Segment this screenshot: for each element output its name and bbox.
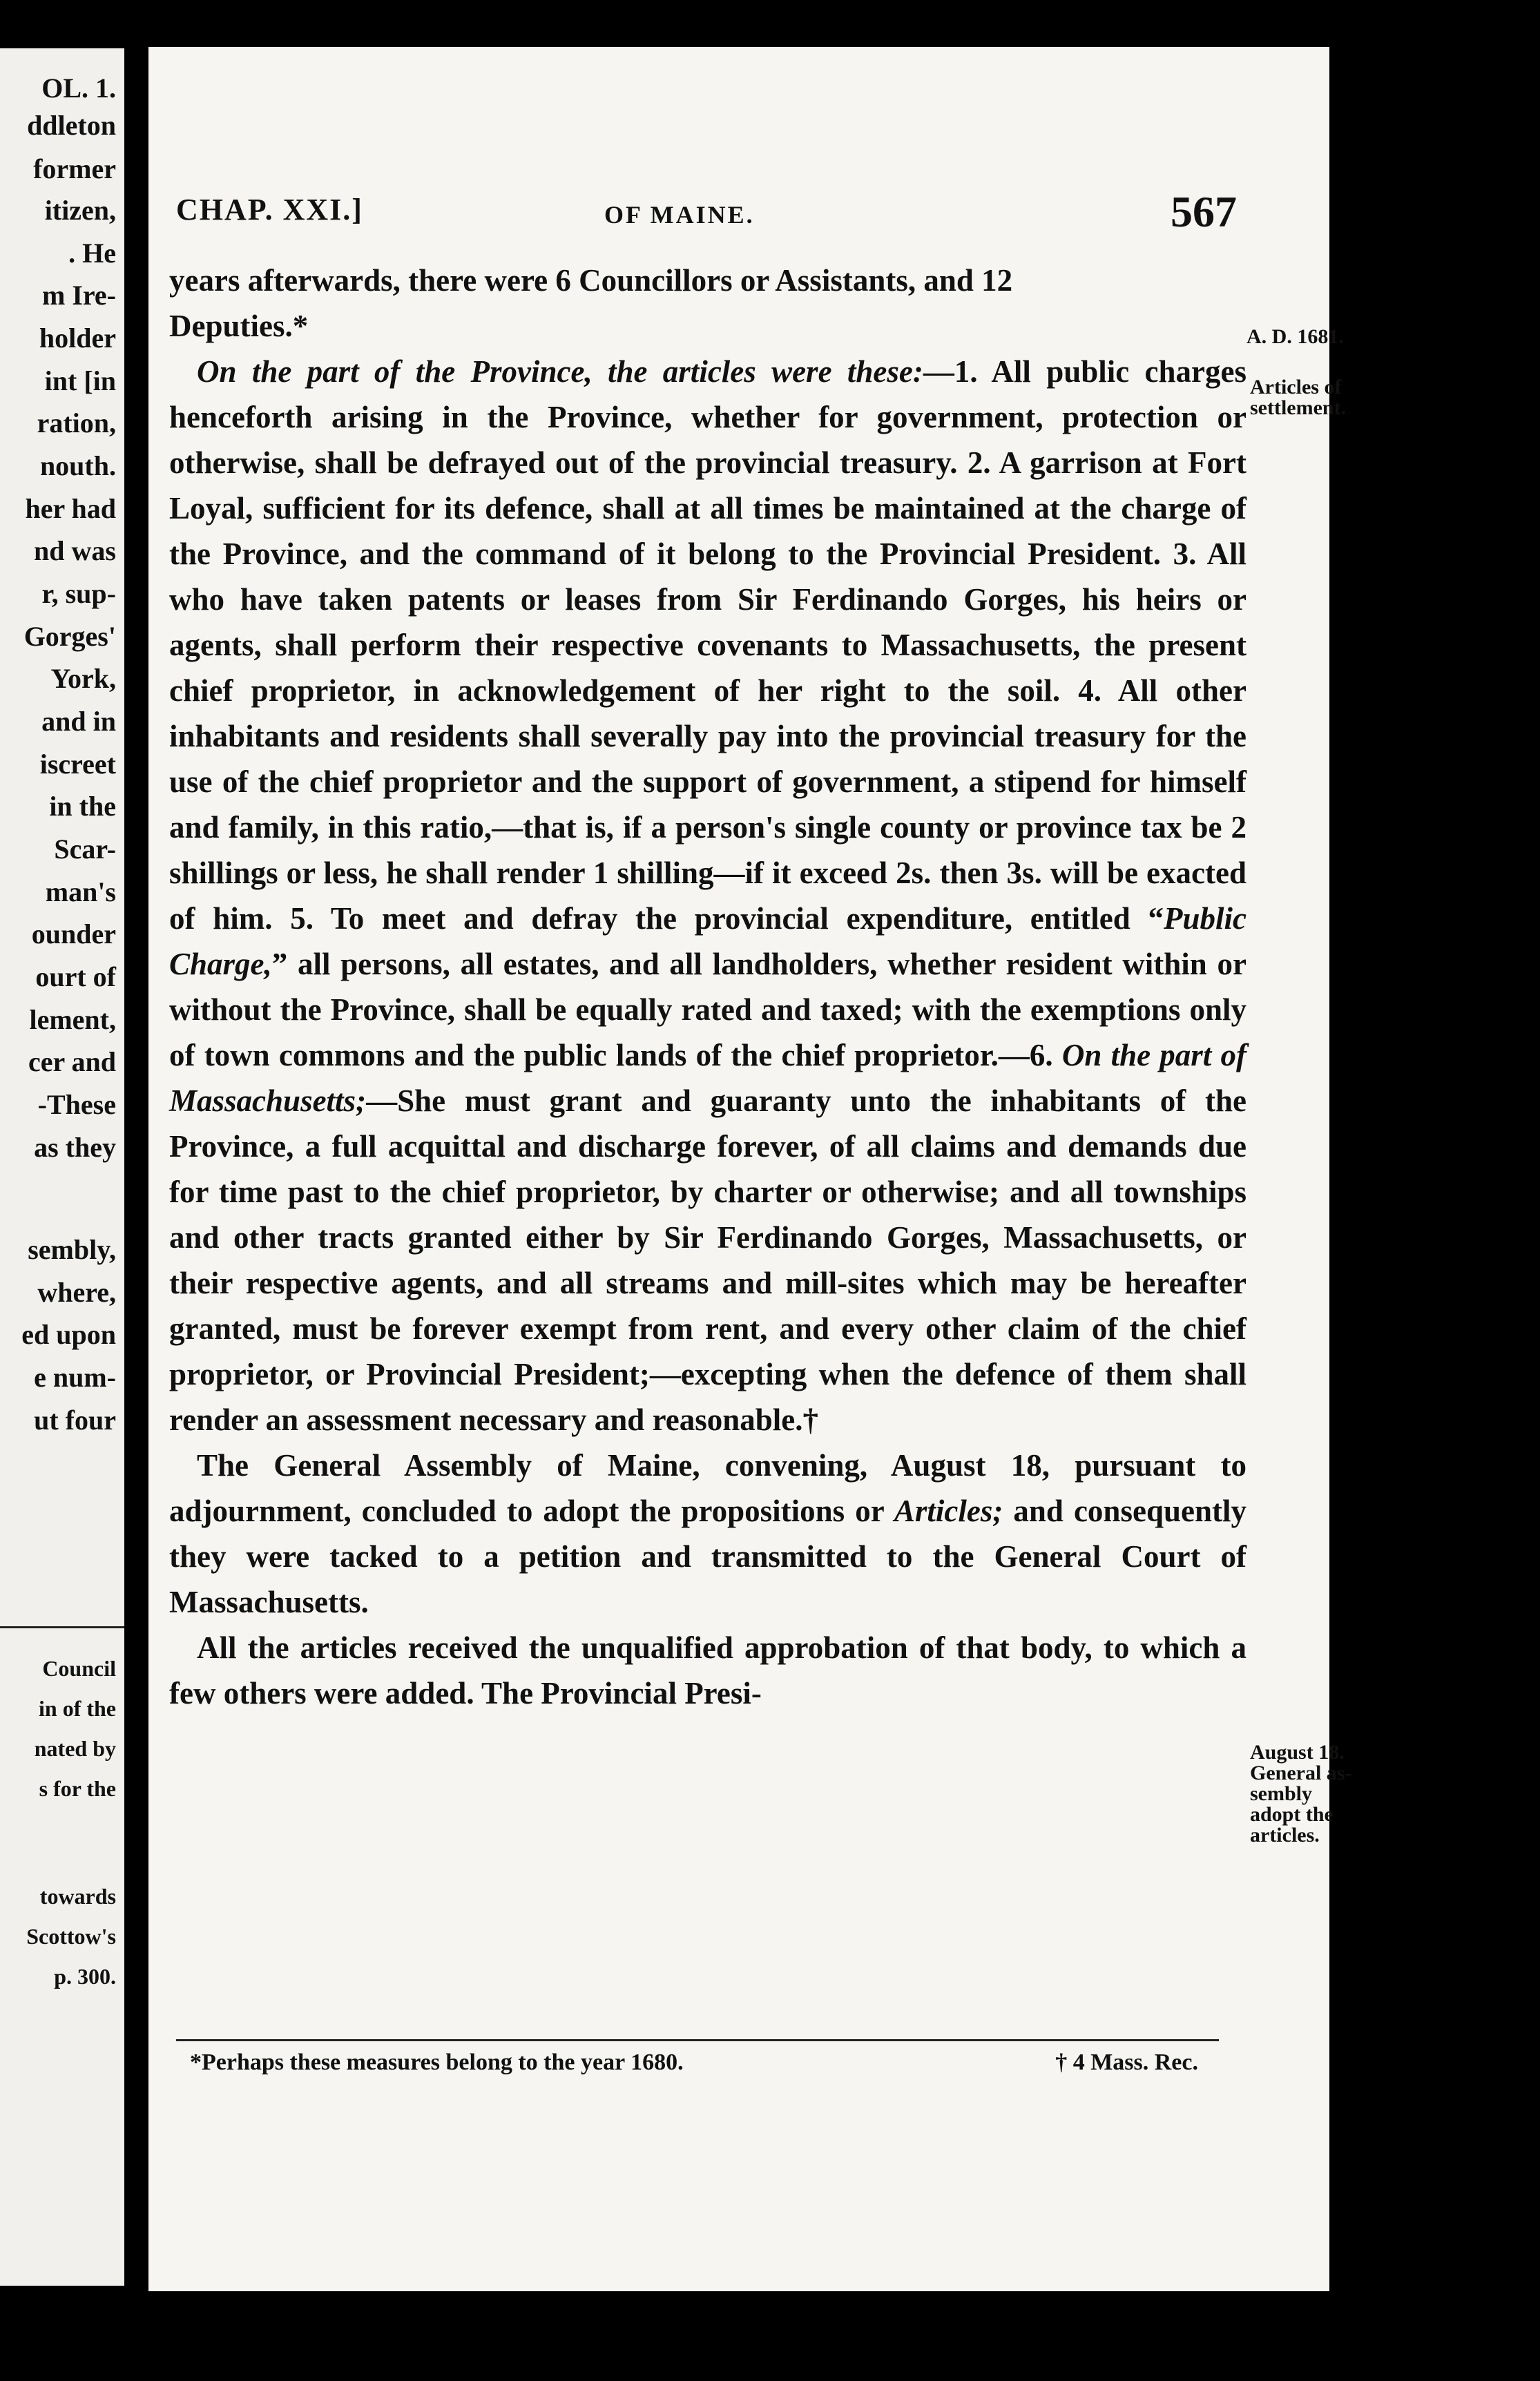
left-note-line: s for the [39,1776,116,1801]
left-line: Gorges' [23,621,116,652]
footnote: † 4 Mass. Rec. [1055,2050,1198,2075]
margin-note-articles: Articles of [1250,376,1342,398]
left-line: ounder [31,918,116,949]
left-note-line: towards [39,1884,116,1909]
margin-note-august: General as- [1250,1762,1352,1784]
left-line: ourt of [35,961,116,992]
left-line: and in [41,706,116,737]
paragraph-text: —She must grant and guaranty unto the inhabitants of the Province, a full acquittal and discharge forever, of all claims and demands due for time past to the chief proprietor, by charter or otherwise; and all townships and other tracts granted either by Sir Ferdinando Gorges, Massachusetts, or their respective agents, and all streams and mill-sites which may be hereafter granted, must be forever exempt from rent, and every other claim of the chief proprietor, or Provincial President;—excepting when the defence of them shall render an assessment necessary and reasonable.† [169,1083,1247,1437]
page-number: 567 [1171,187,1237,236]
italic-phrase: On the part of the Province, the articles were these: [197,354,923,389]
left-note-line: nated by [34,1736,116,1761]
margin-note-august: August 18. [1250,1741,1345,1764]
paragraph-articles [169,349,1247,1443]
left-line: cer and [28,1046,116,1077]
margin-note-articles: settlement. [1250,396,1347,419]
left-line: e num- [34,1362,116,1393]
left-line: in the [49,791,116,822]
left-line: York, [50,663,116,694]
margin-note-august: adopt the [1250,1803,1334,1826]
paragraph-assembly [169,1443,1247,1625]
text-line: years afterwards, there were 6 Councillors or Assistants, and 12 [169,263,1013,298]
left-line: holder [39,322,116,354]
paragraph-text: All the articles received the unqualified approbation of that body, to which a few others were added. The Provincial Presi- [169,1630,1247,1710]
paragraph-text: ” all persons, all estates, and all landholders, whether resident within or without the Province, shall be equally rated and taxed; with the exemptions only of town commons and the public lands of the chief proprietor.—6. [169,947,1247,1072]
left-note-line: p. 300. [54,1964,116,1989]
left-note-line: Scottow's [26,1924,116,1949]
footnote-rule [176,2039,1219,2041]
left-line: lement, [29,1004,116,1035]
left-line: former [33,153,116,184]
book-page [148,47,1352,2291]
margin-note-august: articles. [1250,1824,1320,1847]
left-line: ed upon [21,1319,116,1350]
italic-phrase: Public Charge, [169,901,1247,981]
paragraph-text: —1. All public charges henceforth arising in the Province, whether for government, protection or otherwise, shall be defrayed out of the provincial treasury. 2. A garrison at Fort Loyal, sufficient for its defence, shall at all times be maintained at the charge of the Province, and the command of it belong to the Provincial President. 3. All who have taken patents or leases from Sir Ferdinando Gorges, his heirs or agents, shall perform their respective covenants to Massachusetts, the present chief proprietor, in acknowledgement of her right to the soil. 4. All other inhabitants and residents shall severally pay into the provincial treasury for the use of the chief proprietor and the support of government, a stipend for himself and family, in this ratio,—that is, if a person's single county or province tax be 2 shillings or less, he shall render 1 shilling—if it exceed 2s. then 3s. will be exacted of him. 5. To meet and defray the provincial expenditure, entitled “ [169,354,1247,936]
left-line: where, [37,1277,116,1308]
left-line: nd was [34,535,116,566]
left-line: sembly, [28,1234,116,1265]
left-line: int [in [44,365,116,396]
left-line: Scar- [54,833,116,865]
body-text [169,258,1247,1716]
left-footnote-rule [0,1626,124,1628]
left-line: OL. 1. [41,73,116,104]
footnote: *Perhaps these measures belong to the year 1680. [190,2050,684,2075]
left-line: -These [37,1089,116,1120]
left-line: her had [25,493,116,524]
left-line: man's [45,876,116,907]
left-line: ration, [37,407,116,438]
paragraph [169,258,1247,349]
left-line: as they [34,1132,116,1163]
left-line: . He [68,238,116,269]
running-title: OF MAINE. [604,201,755,229]
margin-note-year: A. D. 1681. [1247,325,1344,348]
paragraph-text: The General Assembly of Maine, convening, August 18, pursuant to adjournment, concluded to adopt the propositions or [169,1448,1247,1528]
footnotes [190,2050,1198,2084]
left-line: ut four [34,1405,116,1436]
left-note-line: in of the [39,1696,116,1721]
left-line: itizen, [44,195,116,226]
italic-phrase: Articles; [894,1494,1003,1528]
paragraph-approbation [169,1625,1247,1716]
running-header [176,187,1329,254]
left-line: r, sup- [41,578,116,609]
margin-note-august: sembly [1250,1782,1312,1805]
paragraph-text: and consequently they were tacked to a petition and transmitted to the General Court of Massachusetts. [169,1494,1247,1619]
left-line: nouth. [39,450,116,481]
left-line: iscreet [39,749,116,780]
left-note-line: Council [42,1656,116,1681]
left-line: ddleton [27,110,116,141]
italic-phrase: On the part of Massachusetts; [169,1038,1247,1118]
chapter-heading: CHAP. XXI.] [176,193,363,226]
left-facing-page [0,48,124,2286]
text-line: Deputies.* [169,309,309,343]
left-line: m Ire- [42,280,116,311]
